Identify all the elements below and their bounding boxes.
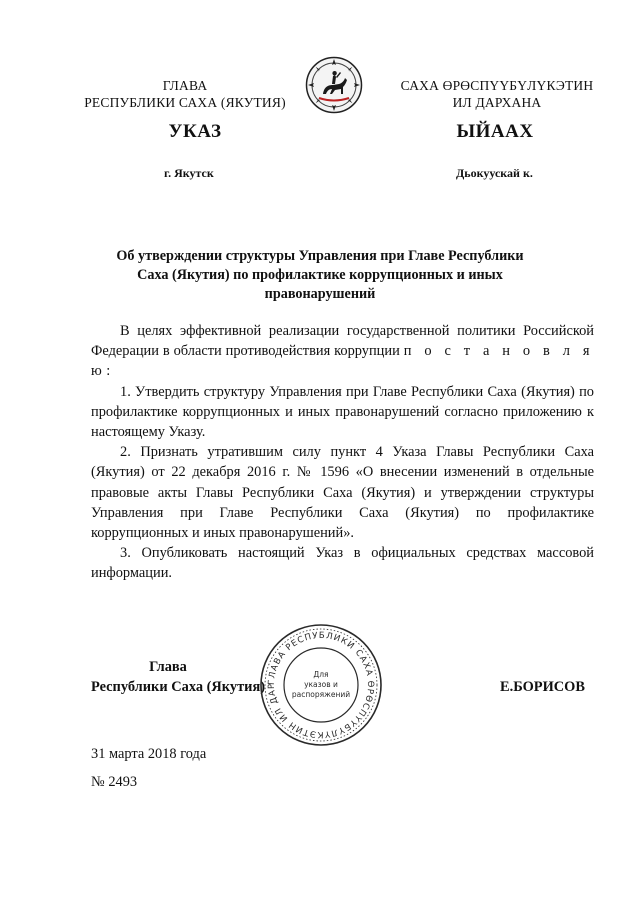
decree-label-ru: УКАЗ <box>168 121 222 142</box>
document-body <box>91 321 594 584</box>
decree-label-sakha: ЫЙААХ <box>456 121 534 142</box>
official-stamp <box>258 622 384 748</box>
body-intro <box>91 321 594 382</box>
header-left <box>80 77 290 111</box>
header-left-line1: ГЛАВА <box>162 78 208 93</box>
stamp-ring-text: ГЛАВА РЕСПУБЛИКИ САХА ӨРӨСПҮҮБҮЛҮКЭТИН ИЛ ДАР <box>266 630 376 740</box>
intro-text: В целях эффективной реализации государственной политики Российской Федерации в области противодействия коррупции <box>91 323 594 360</box>
decree-word: п о с т а н о в л я ю: <box>91 343 594 380</box>
body-item-1: 1. Утвердить структуру Управления при Главе Республики Саха (Якутия) по профилактике коррупционных и иных правонарушений согласно приложению к настоящему Указу. <box>91 383 594 441</box>
header-right <box>387 77 607 111</box>
body-item-2: 2. Признать утратившим силу пункт 4 Указа Главы Республики Саха (Якутия) от 22 декабря 2016 г. № 1596 «О внесении изменений в отдельные правовые акты Главы Республики Саха (Якутия) и утверждении структуры Управления при Главе Республики Саха (Якутия) по профилактике коррупционных и иных правонарушений». <box>91 444 594 542</box>
document-date: 31 марта 2018 года <box>91 746 207 762</box>
document-title: Об утверждении структуры Управления при Главе Республики Саха (Якутия) по профилактике коррупционных и иных правонарушений <box>116 248 524 302</box>
signer-name: Е.БОРИСОВ <box>500 679 585 695</box>
header-left-line2: РЕСПУБЛИКИ САХА (ЯКУТИЯ) <box>84 95 286 110</box>
stamp-center-line2: указов и <box>304 680 338 689</box>
city-ru: г. Якутск <box>164 166 214 180</box>
header-right-line2: ИЛ ДАРХАНА <box>452 95 542 110</box>
body-item-3: 3. Опубликовать настоящий Указ в официальных средствах массовой информации. <box>91 545 594 582</box>
stamp-center-line3: распоряжений <box>291 690 351 699</box>
coat-of-arms-emblem <box>305 56 363 114</box>
header-right-line1: САХА ӨРӨСПҮҮБҮЛҮКЭТИН <box>400 78 594 93</box>
stamp-center-line1: Для <box>313 670 329 679</box>
signature-title-line1: Глава <box>149 659 187 675</box>
signature-title-line2: Республики Саха (Якутия) <box>91 679 266 695</box>
city-sakha: Дьокуускай к. <box>456 166 533 180</box>
document-number: № 2493 <box>91 774 138 790</box>
